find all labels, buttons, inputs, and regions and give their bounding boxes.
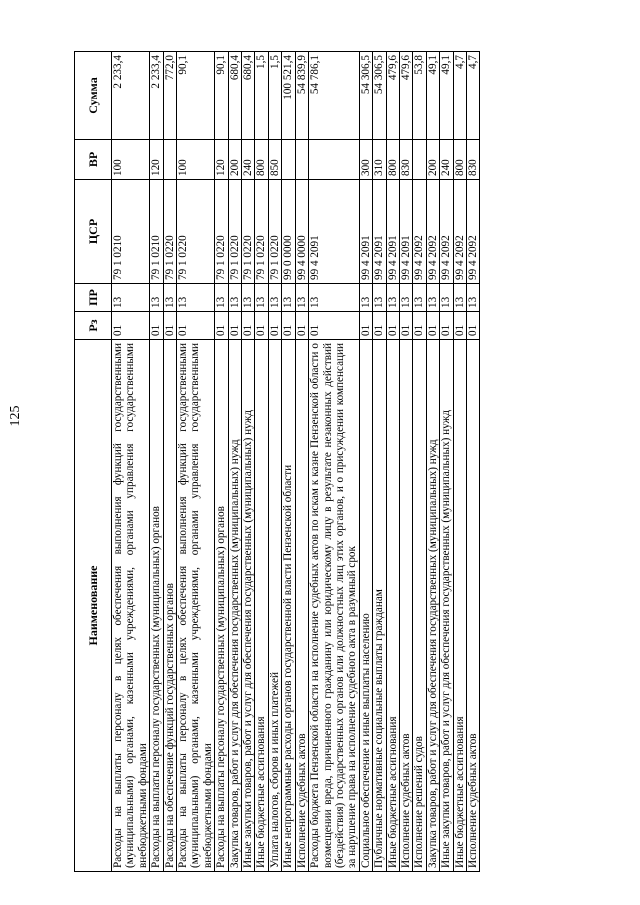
cell-name: Расходы на обеспечение функций государственных органов xyxy=(163,340,176,872)
cell-vr: 100 xyxy=(177,140,215,180)
table-row xyxy=(440,52,453,872)
cell-csr: 99 4 2092 xyxy=(440,180,453,284)
cell-csr: 99 4 2091 xyxy=(359,180,372,284)
cell-sum: 100 521,4 xyxy=(282,52,295,140)
cell-pr: 13 xyxy=(268,284,281,312)
cell-sum: 53,8 xyxy=(413,52,426,140)
header-sum: Сумма xyxy=(75,52,112,140)
cell-sum: 90,1 xyxy=(215,52,228,140)
cell-vr xyxy=(163,140,176,180)
cell-sum: 4,7 xyxy=(466,52,479,140)
cell-rz: 01 xyxy=(255,312,268,340)
cell-vr xyxy=(282,140,295,180)
cell-pr: 13 xyxy=(215,284,228,312)
table-row xyxy=(309,52,360,872)
cell-sum: 1,5 xyxy=(268,52,281,140)
table-row xyxy=(453,52,466,872)
cell-csr: 99 4 2091 xyxy=(309,180,360,284)
cell-csr: 99 4 2091 xyxy=(386,180,399,284)
cell-rz: 01 xyxy=(150,312,163,340)
cell-name: Иные бюджетные ассигнования xyxy=(386,340,399,872)
cell-pr: 13 xyxy=(426,284,439,312)
cell-pr: 13 xyxy=(112,284,150,312)
cell-sum: 2 233,4 xyxy=(150,52,163,140)
table-row xyxy=(177,52,215,872)
cell-pr: 13 xyxy=(255,284,268,312)
cell-pr: 13 xyxy=(466,284,479,312)
cell-csr: 79 1 0220 xyxy=(215,180,228,284)
cell-sum: 479,6 xyxy=(399,52,412,140)
cell-csr: 79 1 0220 xyxy=(163,180,176,284)
cell-csr: 79 1 0220 xyxy=(255,180,268,284)
cell-vr: 830 xyxy=(399,140,412,180)
cell-vr xyxy=(295,140,308,180)
page-number: 125 xyxy=(8,405,23,427)
table-row xyxy=(413,52,426,872)
cell-csr: 79 1 0220 xyxy=(177,180,215,284)
cell-rz: 01 xyxy=(426,312,439,340)
cell-name: Расходы на выплаты персоналу государственных (муниципальных) органов xyxy=(215,340,228,872)
cell-pr: 13 xyxy=(386,284,399,312)
cell-csr: 99 4 2091 xyxy=(399,180,412,284)
cell-sum: 49,1 xyxy=(440,52,453,140)
cell-sum: 680,4 xyxy=(228,52,241,140)
cell-vr: 240 xyxy=(440,140,453,180)
cell-pr: 13 xyxy=(373,284,386,312)
table-row xyxy=(242,52,255,872)
cell-name: Иные непрограммные расходы органов государственной власти Пензенской области xyxy=(282,340,295,872)
table-body xyxy=(112,52,480,872)
cell-name: Расходы на выплаты персоналу в целях обеспечения выполнения функций государственными (муниципальными) органами, казенными учреждениями, органами управления государственными внебюджетными фондами xyxy=(177,340,215,872)
cell-pr: 13 xyxy=(413,284,426,312)
cell-vr: 800 xyxy=(386,140,399,180)
cell-rz: 01 xyxy=(440,312,453,340)
cell-rz: 01 xyxy=(163,312,176,340)
cell-csr: 99 0 0000 xyxy=(282,180,295,284)
cell-name: Публичные нормативные социальные выплаты гражданам xyxy=(373,340,386,872)
cell-vr: 200 xyxy=(426,140,439,180)
cell-csr: 79 1 0220 xyxy=(242,180,255,284)
cell-rz: 01 xyxy=(242,312,255,340)
cell-vr: 830 xyxy=(466,140,479,180)
cell-csr: 99 4 0000 xyxy=(295,180,308,284)
cell-vr: 240 xyxy=(242,140,255,180)
cell-pr: 13 xyxy=(163,284,176,312)
rotated-table-container xyxy=(74,52,480,872)
table-header xyxy=(75,52,112,872)
cell-pr: 13 xyxy=(399,284,412,312)
table-row xyxy=(163,52,176,872)
cell-name: Закупка товаров, работ и услуг для обеспечения государственных (муниципальных) нужд xyxy=(228,340,241,872)
cell-name: Иные закупки товаров, работ и услуг для обеспечения государственных (муниципальных) нужд xyxy=(242,340,255,872)
cell-sum: 479,6 xyxy=(386,52,399,140)
cell-csr: 99 4 2091 xyxy=(373,180,386,284)
header-vr: ВР xyxy=(75,140,112,180)
cell-vr: 200 xyxy=(228,140,241,180)
cell-name: Социальное обеспечение и иные выплаты населению xyxy=(359,340,372,872)
table-row xyxy=(255,52,268,872)
table-row xyxy=(215,52,228,872)
cell-name: Расходы на выплаты персоналу в целях обеспечения выполнения функций государственными (муниципальными) органами, казенными учреждениями, органами управления государственными внебюджетными фондами xyxy=(112,340,150,872)
cell-vr: 300 xyxy=(359,140,372,180)
cell-rz: 01 xyxy=(453,312,466,340)
cell-sum: 4,7 xyxy=(453,52,466,140)
cell-vr: 310 xyxy=(373,140,386,180)
cell-sum: 54 306,5 xyxy=(359,52,372,140)
cell-vr: 800 xyxy=(453,140,466,180)
cell-rz: 01 xyxy=(466,312,479,340)
cell-sum: 54 839,9 xyxy=(295,52,308,140)
cell-name: Расходы бюджета Пензенской области на исполнение судебных актов по искам к казне Пензенской области о возмещении вреда, причиненного гражданину или юридическому лицу в результате незаконных действий (бездействия) государственных органов или должностных лиц этих органов, и о присуждении компенсации за нарушение права на исполнение судебного акта в разумный срок xyxy=(309,340,360,872)
cell-rz: 01 xyxy=(386,312,399,340)
cell-csr: 79 1 0210 xyxy=(150,180,163,284)
cell-pr: 13 xyxy=(359,284,372,312)
header-pr: ПР xyxy=(75,284,112,312)
cell-rz: 01 xyxy=(177,312,215,340)
cell-name: Исполнение судебных актов xyxy=(295,340,308,872)
cell-csr: 99 4 2092 xyxy=(453,180,466,284)
cell-name: Иные бюджетные ассигнования xyxy=(255,340,268,872)
cell-sum: 2 233,4 xyxy=(112,52,150,140)
cell-vr xyxy=(413,140,426,180)
cell-pr: 13 xyxy=(242,284,255,312)
table-row xyxy=(426,52,439,872)
cell-rz: 01 xyxy=(295,312,308,340)
cell-sum: 90,1 xyxy=(177,52,215,140)
cell-name: Исполнение решений судов xyxy=(413,340,426,872)
cell-rz: 01 xyxy=(373,312,386,340)
cell-name: Иные закупки товаров, работ и услуг для обеспечения государственных (муниципальных) нужд xyxy=(440,340,453,872)
cell-rz: 01 xyxy=(282,312,295,340)
cell-sum: 49,1 xyxy=(426,52,439,140)
cell-pr: 13 xyxy=(309,284,360,312)
cell-rz: 01 xyxy=(359,312,372,340)
cell-vr: 120 xyxy=(215,140,228,180)
header-row xyxy=(75,52,112,872)
table-row xyxy=(112,52,150,872)
cell-sum: 680,4 xyxy=(242,52,255,140)
budget-table xyxy=(74,51,480,872)
table-row xyxy=(228,52,241,872)
table-row xyxy=(268,52,281,872)
cell-pr: 13 xyxy=(282,284,295,312)
cell-vr xyxy=(309,140,360,180)
cell-csr: 79 1 0220 xyxy=(268,180,281,284)
table-row xyxy=(359,52,372,872)
cell-name: Уплата налогов, сборов и иных платежей xyxy=(268,340,281,872)
header-rz: Рз xyxy=(75,312,112,340)
cell-csr: 79 1 0220 xyxy=(228,180,241,284)
cell-vr: 120 xyxy=(150,140,163,180)
cell-sum: 772,0 xyxy=(163,52,176,140)
cell-sum: 1,5 xyxy=(255,52,268,140)
cell-rz: 01 xyxy=(309,312,360,340)
cell-rz: 01 xyxy=(112,312,150,340)
cell-sum: 54 786,1 xyxy=(309,52,360,140)
table-row xyxy=(399,52,412,872)
cell-rz: 01 xyxy=(268,312,281,340)
cell-name: Исполнение судебных актов xyxy=(466,340,479,872)
table-row xyxy=(295,52,308,872)
header-name: Наименование xyxy=(75,340,112,872)
cell-rz: 01 xyxy=(413,312,426,340)
cell-rz: 01 xyxy=(399,312,412,340)
cell-rz: 01 xyxy=(228,312,241,340)
table-row xyxy=(373,52,386,872)
table-row xyxy=(150,52,163,872)
table-row xyxy=(282,52,295,872)
cell-vr: 800 xyxy=(255,140,268,180)
cell-name: Расходы на выплаты персоналу государственных (муниципальных) органов xyxy=(150,340,163,872)
table-row xyxy=(466,52,479,872)
cell-vr: 850 xyxy=(268,140,281,180)
cell-sum: 54 306,5 xyxy=(373,52,386,140)
cell-pr: 13 xyxy=(453,284,466,312)
cell-pr: 13 xyxy=(440,284,453,312)
cell-csr: 99 4 2092 xyxy=(413,180,426,284)
header-csr: ЦСР xyxy=(75,180,112,284)
cell-name: Иные бюджетные ассигнования xyxy=(453,340,466,872)
cell-csr: 79 1 0210 xyxy=(112,180,150,284)
cell-name: Закупка товаров, работ и услуг для обеспечения государственных (муниципальных) нужд xyxy=(426,340,439,872)
cell-name: Исполнение судебных актов xyxy=(399,340,412,872)
cell-csr: 99 4 2092 xyxy=(426,180,439,284)
cell-pr: 13 xyxy=(295,284,308,312)
cell-pr: 13 xyxy=(177,284,215,312)
cell-rz: 01 xyxy=(215,312,228,340)
table-row xyxy=(386,52,399,872)
cell-vr: 100 xyxy=(112,140,150,180)
cell-pr: 13 xyxy=(228,284,241,312)
cell-csr: 99 4 2092 xyxy=(466,180,479,284)
cell-pr: 13 xyxy=(150,284,163,312)
